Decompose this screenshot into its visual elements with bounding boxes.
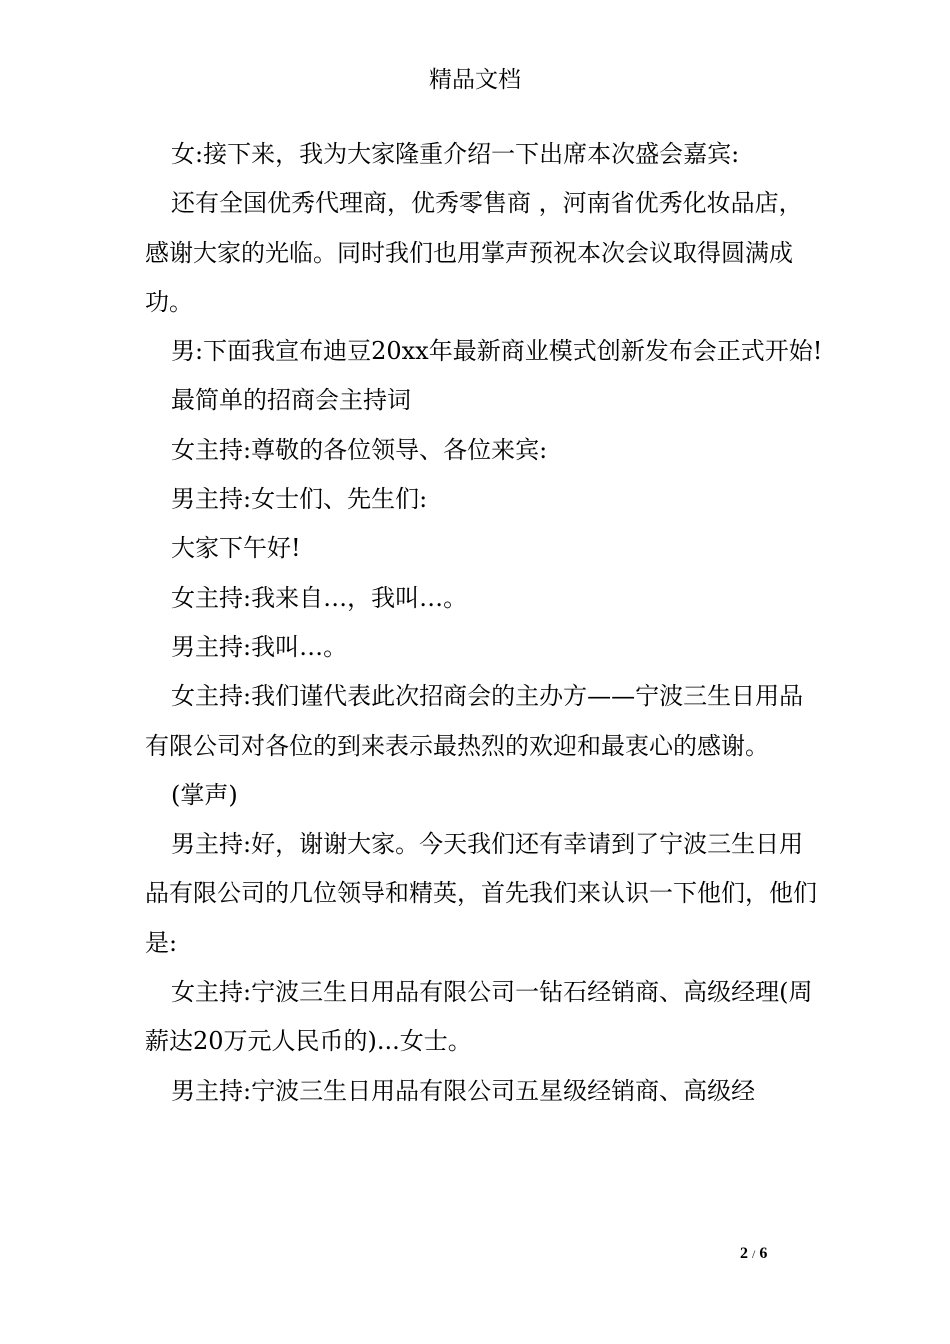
paragraph: 女主持:宁波三生日用品有限公司一钻石经销商、高级经理(周薪达20万元人民币的)...女士。 [145, 978, 813, 1056]
paragraph: 女主持:尊敬的各位领导、各位来宾: [171, 435, 548, 464]
paragraph: 还有全国优秀代理商，优秀零售商 ，河南省优秀化妆品店，感谢大家的光临。同时我们也用掌声预祝本次会议取得圆满成功。 [145, 189, 803, 316]
paragraph: (掌声) [171, 780, 238, 809]
paragraph: 男主持:好，谢谢大家。今天我们还有幸请到了宁波三生日用品有限公司的几位领导和精英，首先我们来认识一下他们，他们是: [145, 830, 817, 957]
page-separator: / [752, 1247, 756, 1261]
paragraph: 男主持:女士们、先生们: [171, 485, 428, 514]
document-body [145, 130, 825, 1116]
total-pages: 6 [759, 1245, 768, 1262]
paragraph: 女主持:我来自…，我叫…。 [171, 583, 468, 612]
header-title: 精品文档 [429, 67, 521, 93]
paragraph: 男主持:我叫…。 [171, 632, 348, 661]
paragraph: 最简单的招商会主持词 [171, 386, 411, 415]
paragraph: 女:接下来，我为大家隆重介绍一下出席本次盛会嘉宾: [171, 140, 740, 168]
paragraph: 男主持:宁波三生日用品有限公司五星级经销商、高级经 [171, 1076, 756, 1105]
document-header [0, 64, 950, 96]
paragraph: 女主持:我们谨代表此次招商会的主办方——宁波三生日用品有限公司对各位的到来表示最热烈的欢迎和最衷心的感谢。 [145, 682, 804, 760]
paragraph: 男:下面我宣布迪豆20xx年最新商业模式创新发布会正式开始! [171, 337, 823, 366]
page-number [740, 1244, 800, 1264]
current-page: 2 [740, 1245, 748, 1262]
paragraph: 大家下午好! [171, 534, 301, 563]
